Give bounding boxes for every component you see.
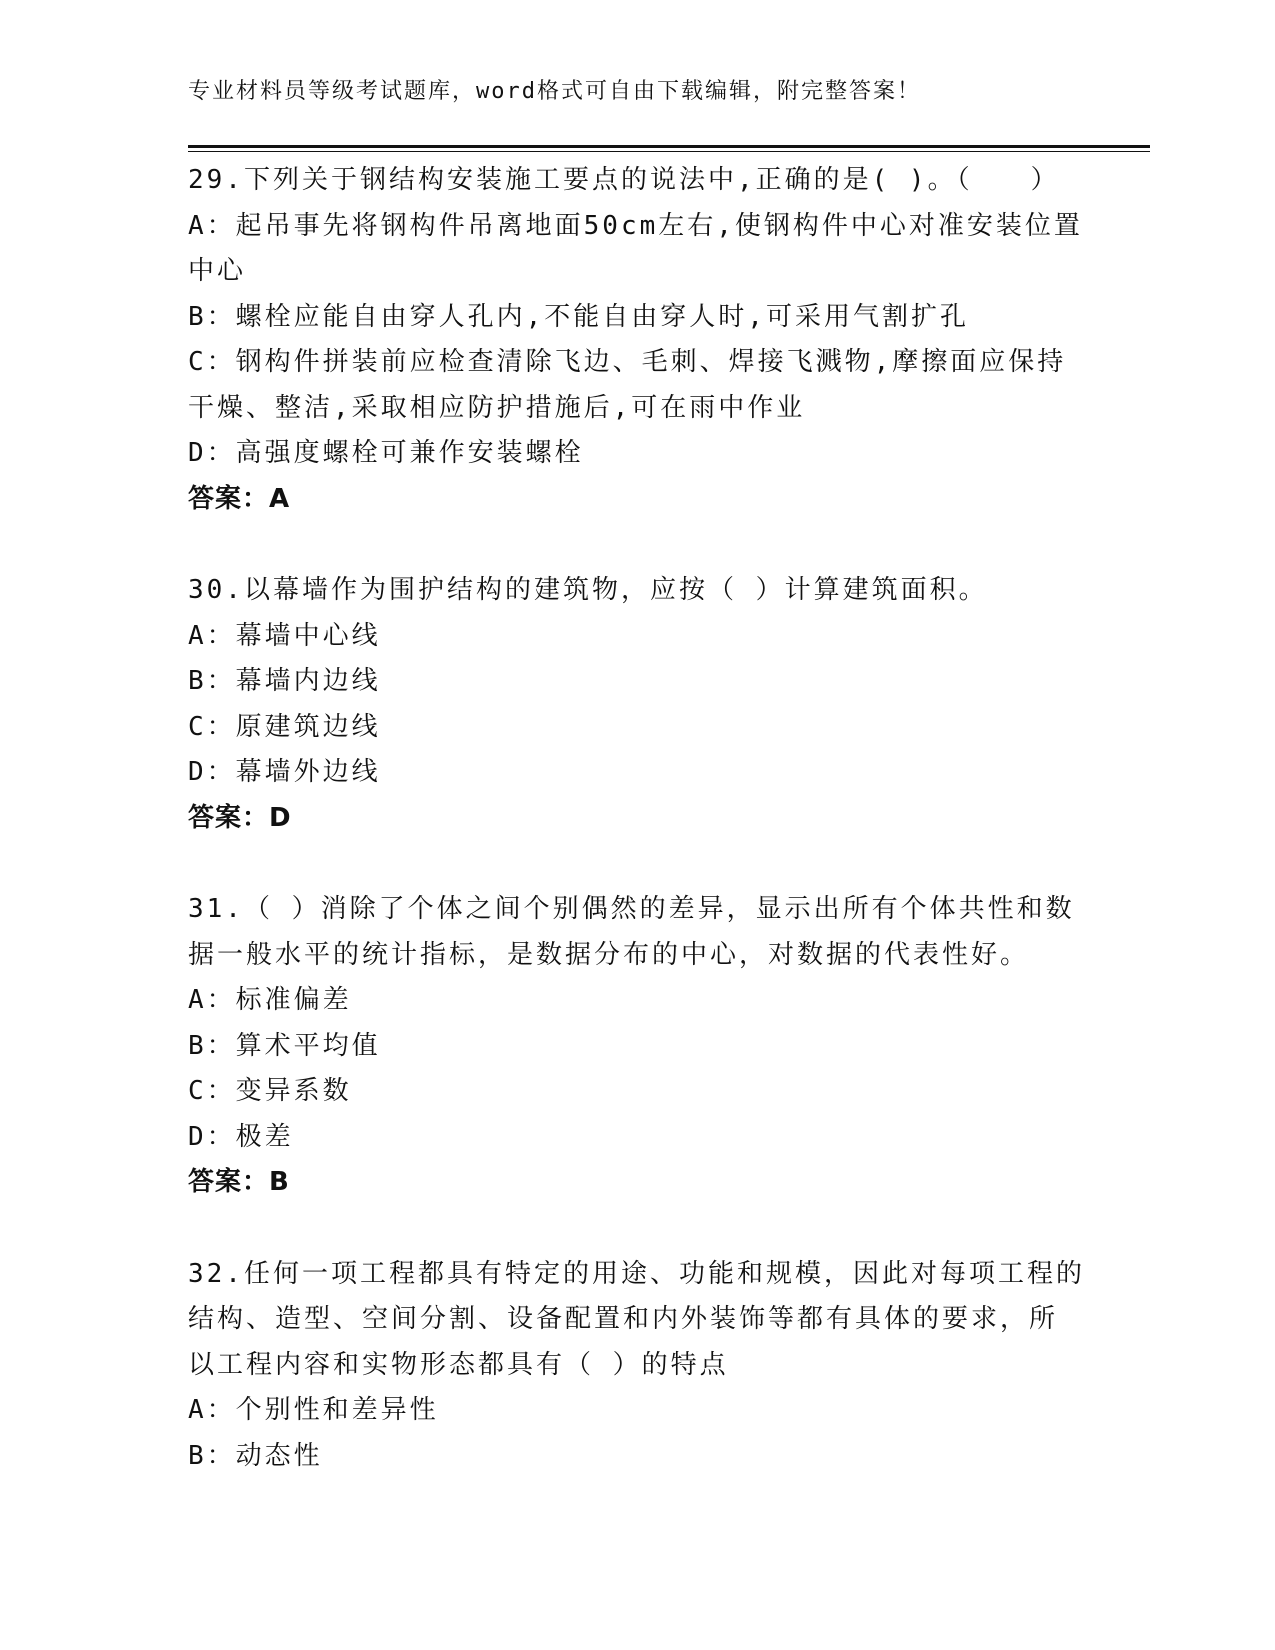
option-a: A：幕墙中心线	[188, 620, 381, 651]
answer: 答案：A	[188, 483, 291, 514]
option-c: C：原建筑边线	[188, 711, 381, 742]
option-a: A：起吊事先将钢构件吊离地面50cm左右,使钢构件中心对准安装位置	[188, 210, 1083, 241]
option-d: D：极差	[188, 1121, 294, 1152]
option-b: B：幕墙内边线	[188, 666, 381, 696]
question-30	[188, 568, 1088, 841]
question-29	[188, 158, 1088, 522]
option-c: C：变异系数	[188, 1076, 352, 1106]
question-31	[188, 887, 1088, 1206]
question-stem-cont: 以工程内容和实物形态都具有（ ）的特点	[188, 1349, 729, 1380]
header-rule-thick	[188, 145, 1150, 148]
document-header: 专业材料员等级考试题库，word格式可自由下载编辑，附完整答案！	[188, 79, 921, 104]
answer: 答案：D	[188, 802, 292, 833]
question-stem-cont: 结构、造型、空间分割、设备配置和内外装饰等都有具体的要求，所	[188, 1304, 1059, 1334]
option-d: D：幕墙外边线	[188, 757, 381, 787]
option-a-cont: 中心	[188, 256, 247, 286]
option-b: B：算术平均值	[188, 1030, 381, 1061]
question-stem: 29.下列关于钢结构安装施工要点的说法中,正确的是( )。（ ）	[188, 165, 1060, 195]
option-b: B：螺栓应能自由穿人孔内,不能自由穿人时,可采用气割扩孔	[188, 301, 969, 332]
option-a: A：标准偏差	[188, 985, 352, 1015]
option-c-cont: 干燥、整洁,采取相应防护措施后,可在雨中作业	[188, 392, 806, 423]
option-b: B：动态性	[188, 1440, 323, 1471]
answer: 答案：B	[188, 1167, 290, 1197]
question-stem: 30.以幕墙作为围护结构的建筑物，应按（ ）计算建筑面积。	[188, 575, 988, 605]
question-32	[188, 1252, 1088, 1480]
question-list	[188, 158, 1088, 1525]
option-a: A：个别性和差异性	[188, 1395, 439, 1425]
option-d: D：高强度螺栓可兼作安装螺栓	[188, 438, 584, 468]
option-c: C：钢构件拼装前应检查清除飞边、毛刺、焊接飞溅物,摩擦面应保持	[188, 347, 1067, 377]
question-stem-cont: 据一般水平的统计指标，是数据分布的中心，对数据的代表性好。	[188, 939, 1030, 970]
question-stem: 32.任何一项工程都具有特定的用途、功能和规模，因此对每项工程的	[188, 1258, 1085, 1289]
header-rule-thin	[188, 151, 1150, 152]
question-stem: 31.（ ）消除了个体之间个别偶然的差异，显示出所有个体共性和数	[188, 894, 1075, 924]
